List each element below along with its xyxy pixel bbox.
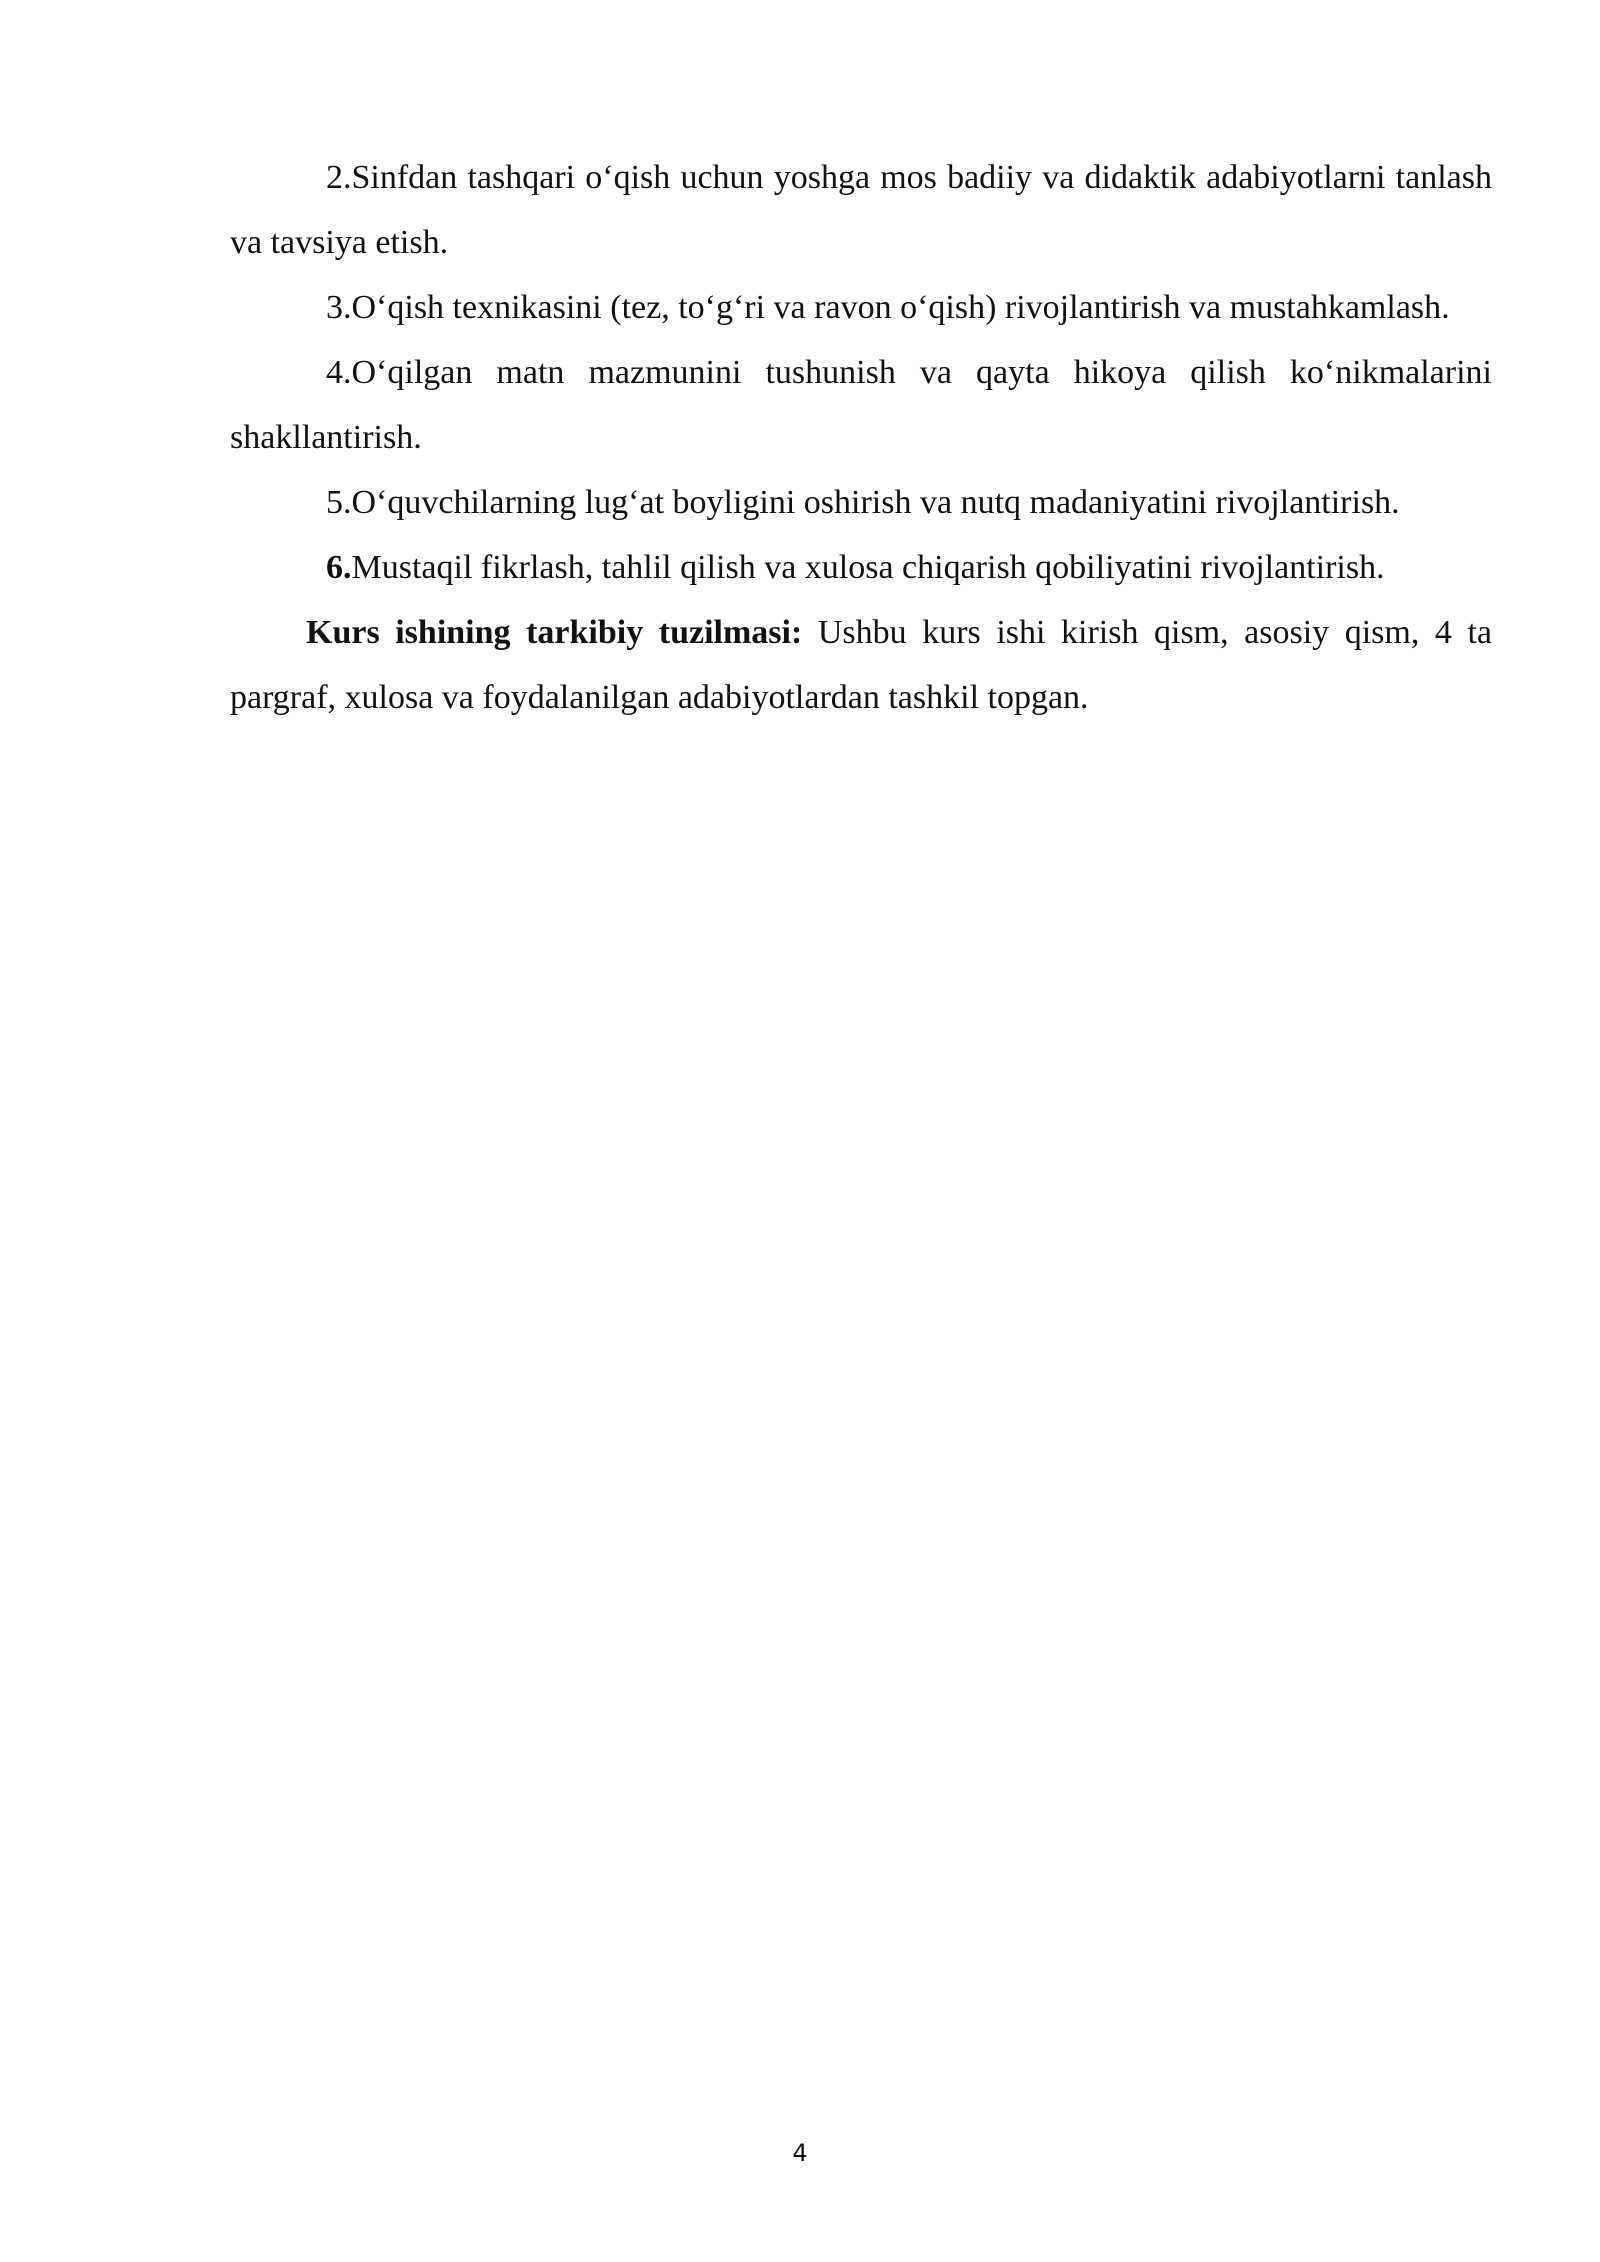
list-item-number: 3. xyxy=(326,289,352,326)
structure-text: Ushbu kurs ishi kirish qism, asosiy qism, 4 ta pargraf, xulosa va foydalanilgan adabiyotlardan tashkil topgan. xyxy=(230,614,1493,716)
list-item-text: O‘qilgan matn mazmunini tushunish va qayta hikoya qilish ko‘nikmalarini shakllantirish. xyxy=(230,354,1492,456)
list-item-2 xyxy=(230,145,1492,275)
list-item-number: 2. xyxy=(326,159,352,196)
list-item-text: Sinfdan tashqari o‘qish uchun yoshga mos badiiy va didaktik adabiyotlarni tanlash va tavsiya etish. xyxy=(230,159,1492,261)
list-item-text: O‘qish texnikasini (tez, to‘g‘ri va ravon o‘qish) rivojlantirish va mustahkamlash. xyxy=(351,289,1450,326)
structure-heading: Kurs ishining tarkibiy tuzilmasi: xyxy=(306,614,803,651)
list-item-number: 6. xyxy=(326,549,352,586)
list-item-number: 5. xyxy=(326,484,352,521)
list-item-6 xyxy=(230,535,1492,600)
list-item-number: 4. xyxy=(326,354,352,391)
list-item-4 xyxy=(230,340,1492,470)
list-item-text: O‘quvchilarning lug‘at boyligini oshirish va nutq madaniyatini rivojlantirish. xyxy=(351,484,1400,521)
list-item-3 xyxy=(230,275,1492,340)
list-item-text: Mustaqil fikrlash, tahlil qilish va xulosa chiqarish qobiliyatini rivojlantirish. xyxy=(351,549,1385,586)
structure-paragraph xyxy=(230,600,1492,730)
list-item-5 xyxy=(230,470,1492,535)
page-number: 4 xyxy=(792,2139,808,2167)
page-body xyxy=(230,145,1492,730)
